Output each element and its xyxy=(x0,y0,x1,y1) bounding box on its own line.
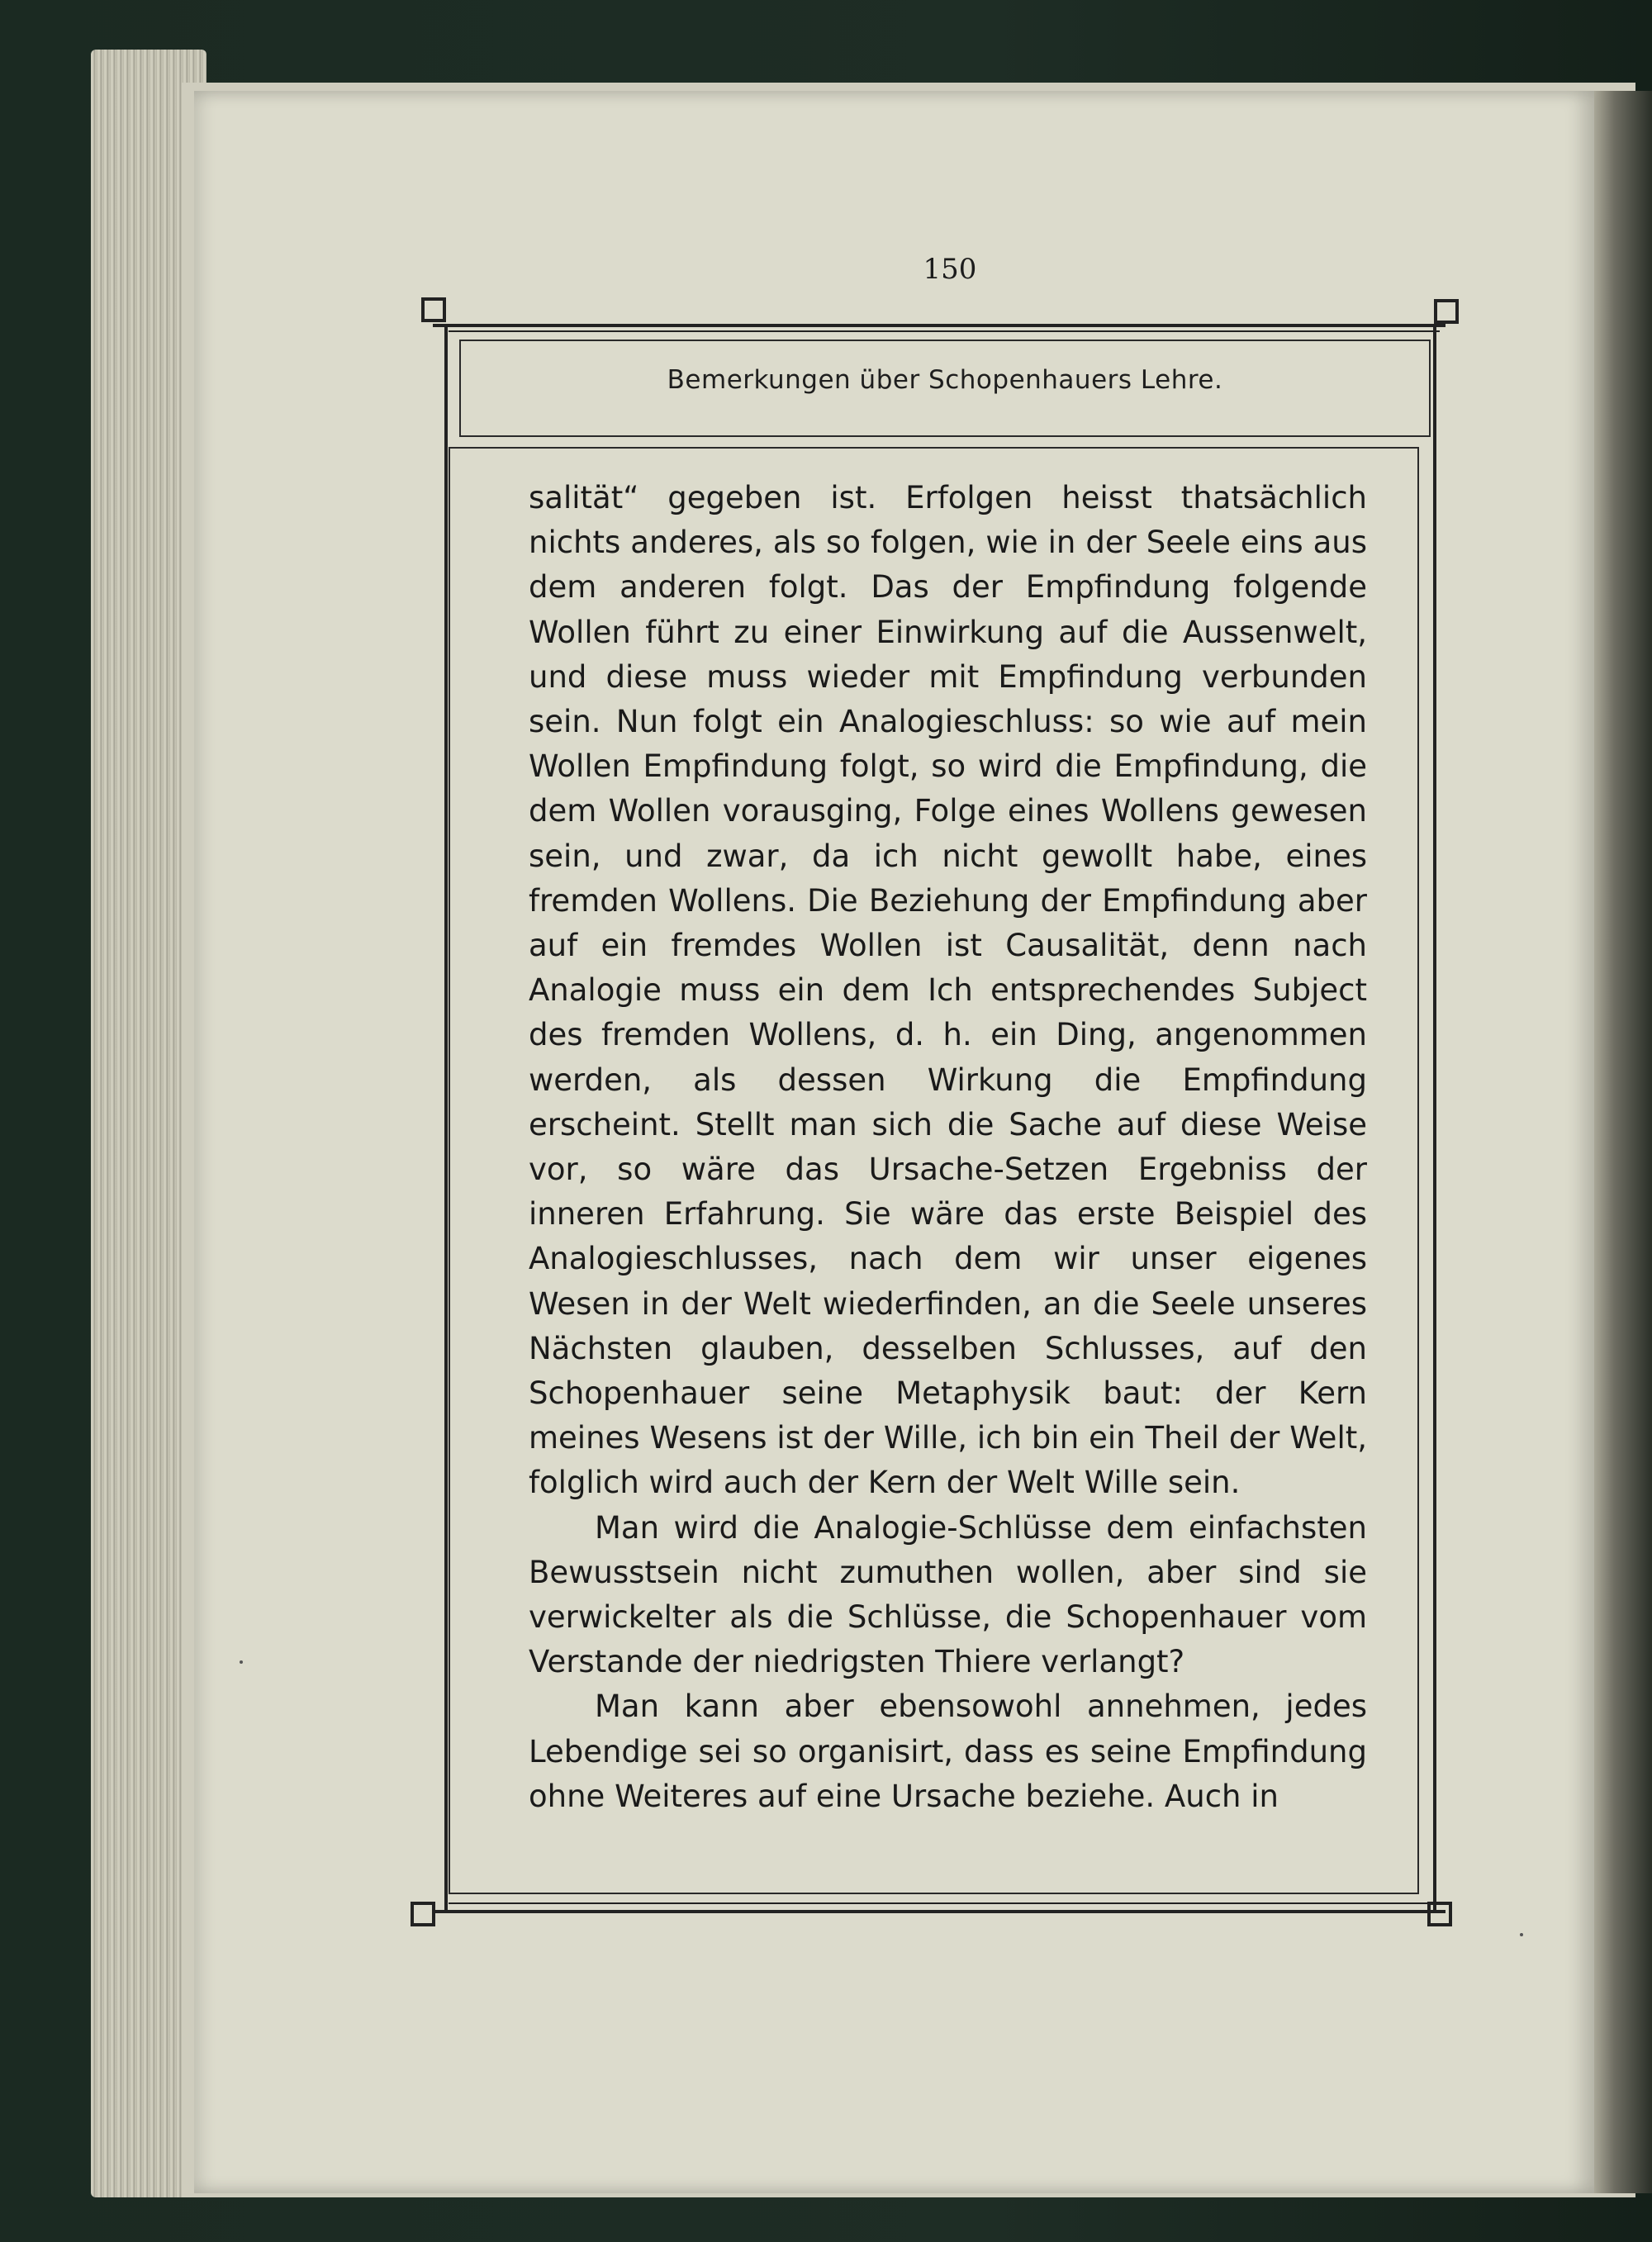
frame-bottom-line-inner xyxy=(449,1902,1431,1904)
corner-ornament-bottom-left xyxy=(411,1902,435,1926)
frame-bottom-line xyxy=(433,1910,1446,1913)
frame-top-line xyxy=(433,324,1446,327)
body-text xyxy=(529,476,1367,1819)
paragraph-1: salität“ gegeben ist. Erfolgen heisst thatsächlich nichts anderes, als so folgen, wie in der Seele eins aus dem anderen folgt. Das der Empfindung folgende Wollen führt zu einer Einwirkung auf die Aussenwelt, und diese muss wieder mit Empfindung verbunden sein. Nun folgt ein Analogieschluss: so wie auf mein Wollen Empfindung folgt, so wird die Empfindung, die dem Wollen vorausging, Folge eines Wollens gewesen sein, und zwar, da ich nicht gewollt habe, eines fremden Wollens. Die Beziehung der Empfindung aber auf ein fremdes Wollen ist Causalität, denn nach Analogie muss ein dem Ich entsprechendes Subject des fremden Wollens, d. h. ein Ding, angenommen werden, als dessen Wirkung die Empfindung erscheint. Stellt man sich die Sache auf diese Weise vor, so wäre das Ursache-Setzen Ergebniss der inneren Erfahrung. Sie wäre das erste Beispiel des Analogieschlusses, nach dem wir unser eigenes Wesen in der Welt wiederfinden, an die Seele unseres Nächsten glauben, desselben Schlusses, auf den Schopenhauer seine Metaphysik baut: der Kern meines Wesens ist der Wille, ich bin ein Theil der Welt, folglich wird auch der Kern der Welt Wille sein. xyxy=(529,480,1367,1501)
frame-right-line xyxy=(1433,324,1436,1913)
paragraph-3: Man kann aber ebensowohl annehmen, jedes Lebendige sei so organisirt, dass es seine Empfindung ohne Weiteres auf eine Ursache beziehe. Auch in xyxy=(529,1689,1367,1814)
frame-top-line-inner xyxy=(449,330,1440,332)
page-number: 150 xyxy=(923,253,977,286)
paragraph-2: Man wird die Analogie-Schlüsse dem einfachsten Bewusstsein nicht zumuthen wollen, aber sind sie verwickelter als die Schlüsse, die Schopenhauer vom Verstande der niedrigsten Thiere verlangt? xyxy=(529,1509,1367,1680)
corner-ornament-bottom-right xyxy=(1427,1902,1452,1926)
running-head: Bemerkungen über Schopenhauers Lehre. xyxy=(667,365,1223,395)
book-gutter xyxy=(1594,91,1652,2193)
corner-ornament-top-right xyxy=(1434,299,1459,324)
paper-speck xyxy=(1520,1933,1523,1936)
paper-speck xyxy=(240,1660,243,1664)
corner-ornament-top-left xyxy=(421,297,446,322)
frame-left-line xyxy=(444,324,448,1913)
